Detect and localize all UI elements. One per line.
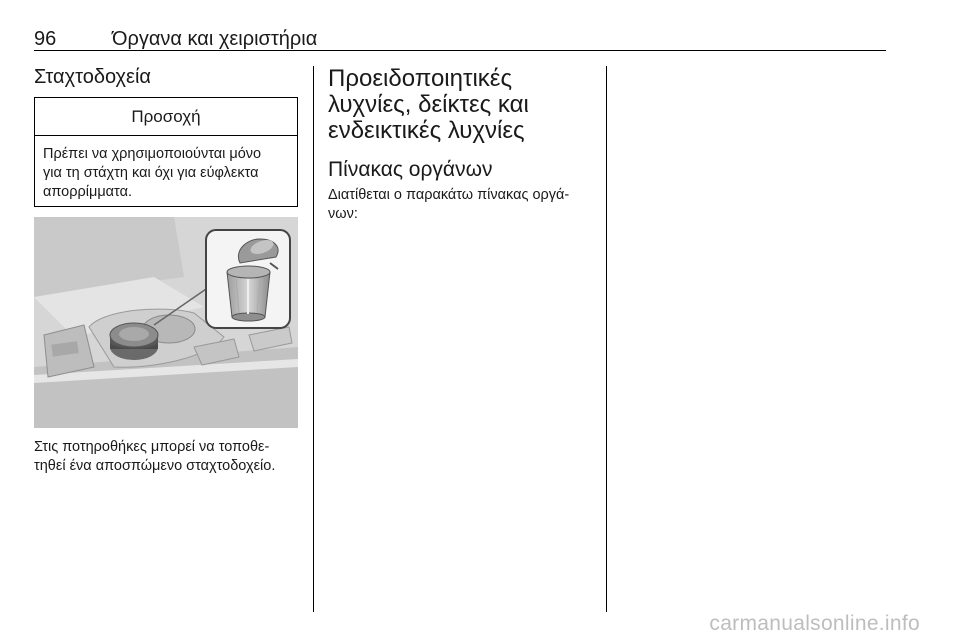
caution-text bbox=[35, 136, 297, 202]
caution-line: για τη στάχτη και όχι για εύφλεκτα bbox=[43, 165, 259, 181]
caution-box bbox=[34, 97, 298, 207]
column-divider-right bbox=[606, 66, 607, 612]
watermark: carmanualsonline.info bbox=[709, 612, 920, 635]
column-divider-left bbox=[313, 66, 314, 612]
instrument-panel-text bbox=[328, 186, 569, 224]
section-title: Όργανα και χειριστήρια bbox=[112, 28, 318, 50]
caution-line: Πρέπει να χρησιμοποιούνται μόνο bbox=[43, 146, 262, 162]
body-line: Διατίθεται ο παρακάτω πίνακας οργά‐ bbox=[328, 187, 570, 203]
heading-line: λυχνίες, δείκτες και bbox=[328, 91, 529, 118]
caution-title: Προσοχή bbox=[35, 98, 297, 136]
heading-line: Προειδοποιητικές bbox=[328, 65, 513, 92]
body-line: τηθεί ένα αποσπώμενο σταχτοδοχείο. bbox=[34, 458, 276, 474]
body-line: Στις ποτηροθήκες μπορεί να τοποθε‐ bbox=[34, 439, 270, 455]
caution-line: απορρίμματα. bbox=[43, 184, 132, 200]
heading-line: ενδεικτικές λυχνίες bbox=[328, 117, 525, 144]
ashtray-illustration bbox=[34, 217, 298, 428]
body-line: νων: bbox=[328, 206, 358, 222]
ashtray-drawing bbox=[34, 217, 298, 428]
header-rule bbox=[34, 50, 886, 51]
ashtray-description bbox=[34, 438, 275, 476]
page-number: 96 bbox=[34, 28, 57, 50]
warning-lights-heading bbox=[328, 66, 598, 144]
instrument-panel-subheading: Πίνακας οργάνων bbox=[328, 158, 493, 181]
ashtrays-heading: Σταχτοδοχεία bbox=[34, 66, 151, 88]
